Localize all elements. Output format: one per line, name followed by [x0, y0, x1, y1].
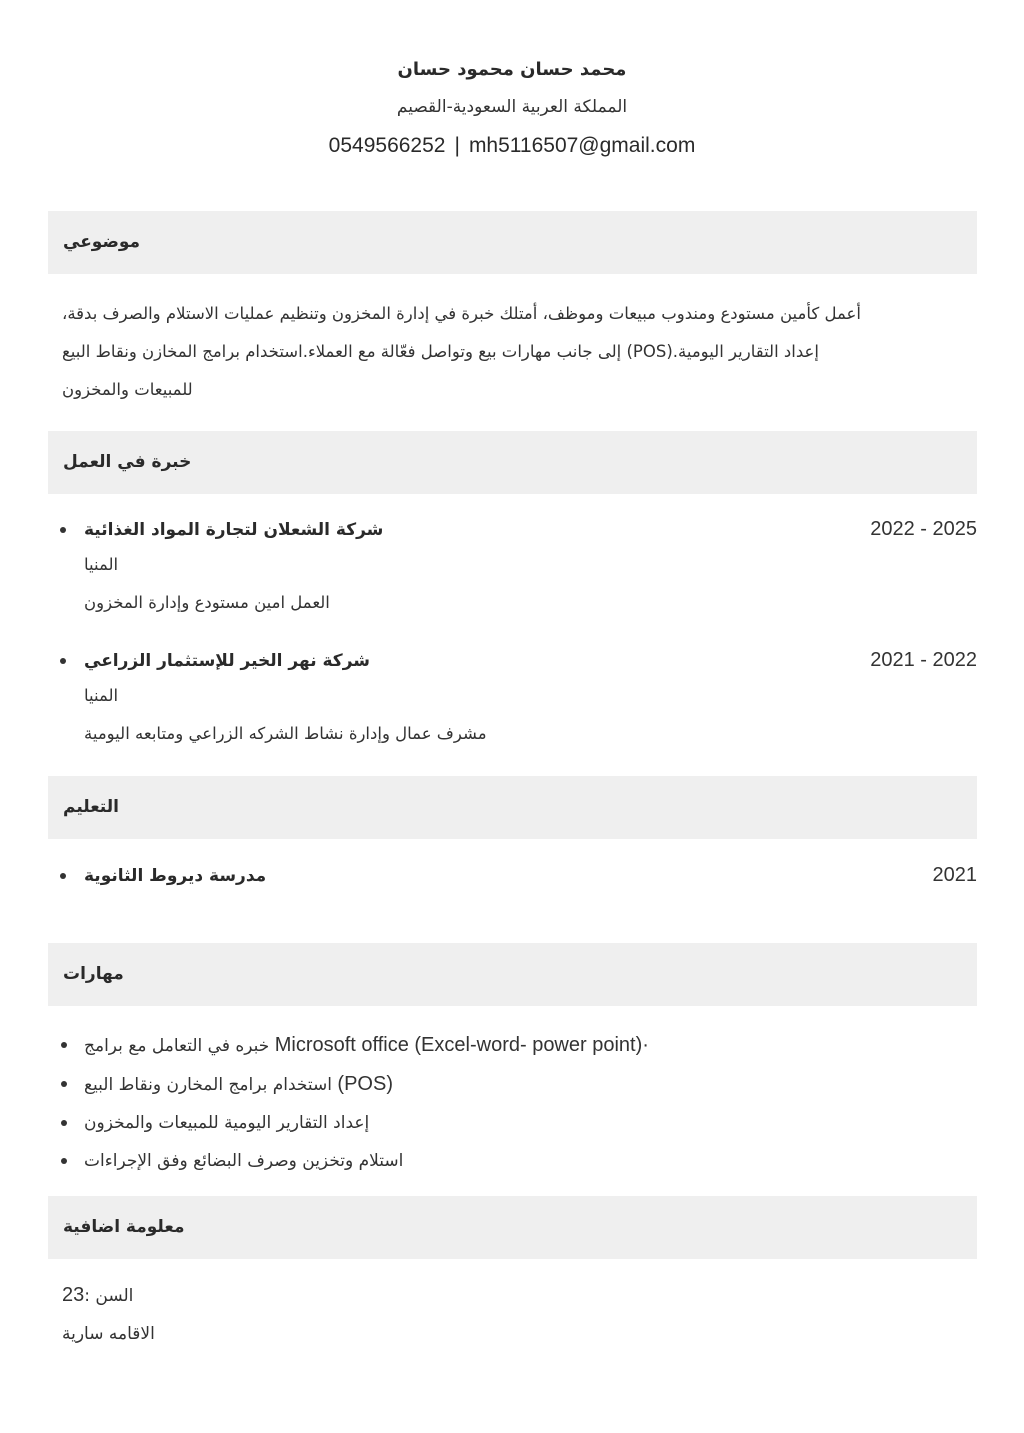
company-name-text: شركة الشعلان لتجارة المواد الغذائية	[84, 520, 384, 540]
experience-details	[58, 645, 658, 753]
additional-heading-label: معلومة اضافية	[63, 1217, 185, 1237]
company-location: المنيا	[84, 555, 119, 574]
skill-text: إعداد التقارير اليومية للمبيعات والمخزون	[84, 1113, 370, 1133]
experience-heading	[48, 431, 977, 494]
objective-line: أعمل كأمين مستودع ومندوب مبيعات وموظف، أمتلك خبرة في إدارة المخزون وتنظيم عمليات الاستلام والصرف بدقة،	[62, 304, 861, 323]
skill-software: Microsoft office (Excel-word- power point)·	[274, 1034, 649, 1056]
age-line	[62, 1276, 155, 1315]
experience-date: 2021 - 2022	[870, 649, 977, 671]
skill-text: استخدام برامج المخارن ونقاط البيع	[84, 1075, 333, 1095]
residency-status: الاقامه سارية	[62, 1324, 155, 1344]
objective-paragraph	[62, 295, 974, 409]
bullet-icon	[60, 658, 66, 664]
person-location: المملكة العربية السعودية-القصيم	[396, 97, 628, 117]
company-name-text: شركة نهر الخير للإستثمار الزراعي	[84, 651, 370, 671]
skill-text: خبره في التعامل مع برامج	[84, 1036, 270, 1056]
experience-entry	[48, 645, 977, 775]
experience-date: 2022 - 2025	[870, 518, 977, 540]
email-address: mh5116507@gmail.com	[468, 134, 696, 157]
bullet-icon	[60, 873, 66, 879]
education-details	[58, 860, 658, 892]
school-name	[58, 860, 658, 892]
job-description: العمل امين مستودع وإدارة المخزون	[84, 593, 330, 612]
additional-heading	[48, 1196, 977, 1259]
experience-heading-label: خبرة في العمل	[63, 452, 192, 472]
skill-item	[48, 1142, 848, 1180]
experience-details	[58, 514, 658, 622]
objective-line: إعداد التقارير اليومية.(POS) إلى جانب مهارات بيع وتواصل فعّالة مع العملاء.استخدام برامج المخازن ونقاط البيع	[62, 342, 819, 361]
bullet-icon	[60, 527, 66, 533]
skill-item	[48, 1104, 848, 1142]
age-value: 23	[62, 1284, 85, 1306]
school-name-text: مدرسة ديروط الثانوية	[84, 866, 267, 886]
education-date: 2021	[932, 864, 977, 886]
bullet-icon	[61, 1081, 67, 1087]
experience-entry	[48, 514, 977, 644]
skill-item	[48, 1026, 848, 1065]
objective-line: للمبيعات والمخزون	[62, 380, 193, 399]
bullet-icon	[61, 1120, 67, 1126]
additional-info	[62, 1276, 155, 1353]
skill-text: استلام وتخزين وصرف البضائع وفق الإجراءات	[84, 1151, 404, 1171]
job-description: مشرف عمال وإدارة نشاط الشركه الزراعي ومتابعه اليومية	[84, 724, 487, 743]
skills-heading	[48, 943, 977, 1006]
bullet-icon	[61, 1042, 67, 1048]
objective-heading-label: موضوعي	[63, 232, 141, 252]
skill-item	[48, 1065, 848, 1104]
education-entry	[48, 860, 977, 900]
education-heading	[48, 776, 977, 839]
age-label: السن :	[84, 1286, 134, 1306]
company-name	[58, 514, 658, 546]
skills-list	[48, 1026, 848, 1180]
bullet-icon	[61, 1158, 67, 1164]
contact-line	[0, 126, 1024, 166]
phone-number: 0549566252	[328, 134, 446, 157]
education-heading-label: التعليم	[63, 797, 119, 817]
company-name	[58, 645, 658, 677]
skill-software: (POS)	[337, 1073, 393, 1095]
company-location: المنيا	[84, 686, 119, 705]
person-name: محمد حسان محمود حسان	[397, 59, 627, 80]
skills-heading-label: مهارات	[63, 964, 124, 984]
objective-heading	[48, 211, 977, 274]
resume-header	[0, 52, 1024, 166]
contact-separator: |	[454, 134, 460, 157]
